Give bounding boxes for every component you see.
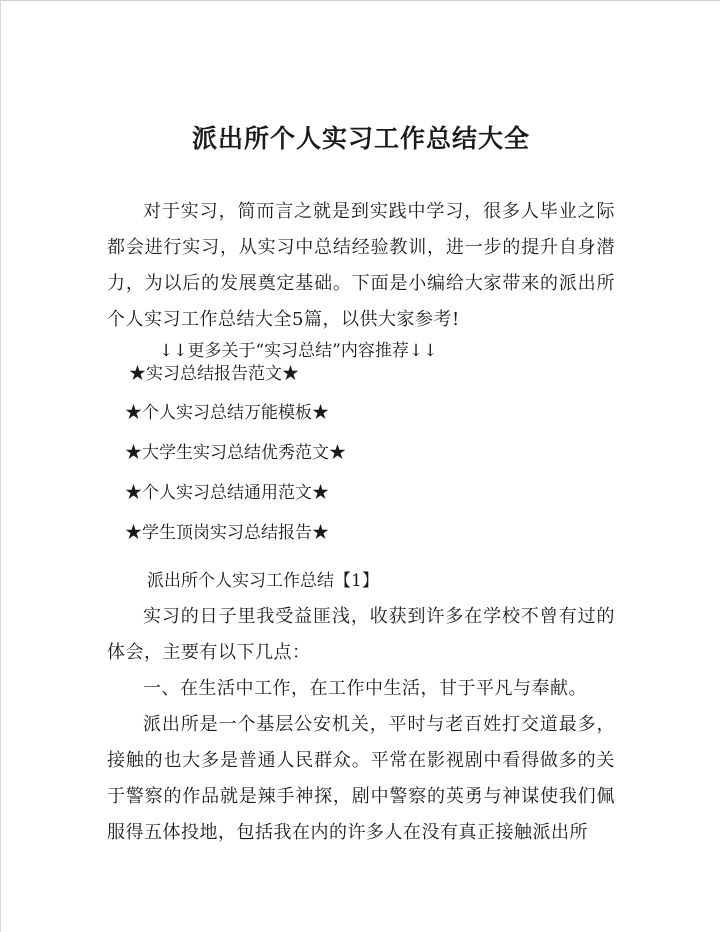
recommend-list [107,364,615,544]
recommend-item-1[interactable]: ★实习总结报告范文★ [129,364,299,384]
recommend-item-2[interactable]: ★个人实习总结万能模板★ [125,403,329,423]
recommend-item-4[interactable]: ★个人实习总结通用范文★ [125,483,329,503]
recommend-item-5[interactable]: ★学生顶岗实习总结报告★ [125,523,329,543]
document-body [107,194,615,851]
section-heading: 派出所个人实习工作总结【1】 [147,571,379,591]
recommend-item-3[interactable]: ★大学生实习总结优秀范文★ [125,443,346,463]
body-paragraph-3: 派出所是一个基层公安机关，平时与老百姓打交道最多，接触的也大多是普通人民群众。平常在影视剧中看得做多的关于警察的作品就是辣手神探，剧中警察的英勇与神谋使我们佩服得五体投地，包括我在内的许多人在没有真正接触派出所 [107,714,615,843]
intro-paragraph: 对于实习，简而言之就是到实践中学习，很多人毕业之际都会进行实习，从实习中总结经验教训，进一步的提升自身潜力，为以后的发展奠定基础。下面是小编给大家带来的派出所个人实习工作总结大全5篇，以供大家参考! [107,201,615,330]
body-paragraph-2: 一、在生活中工作，在工作中生活，甘于平凡与奉献。 [143,678,587,699]
document-title: 派出所个人实习工作总结大全 [191,124,530,153]
body-paragraph-1: 实习的日子里我受益匪浅，收获到许多在学校不曾有过的体会，主要有以下几点： [107,606,615,663]
recommend-heading: ↓↓更多关于“实习总结”内容推荐↓↓ [159,341,438,361]
